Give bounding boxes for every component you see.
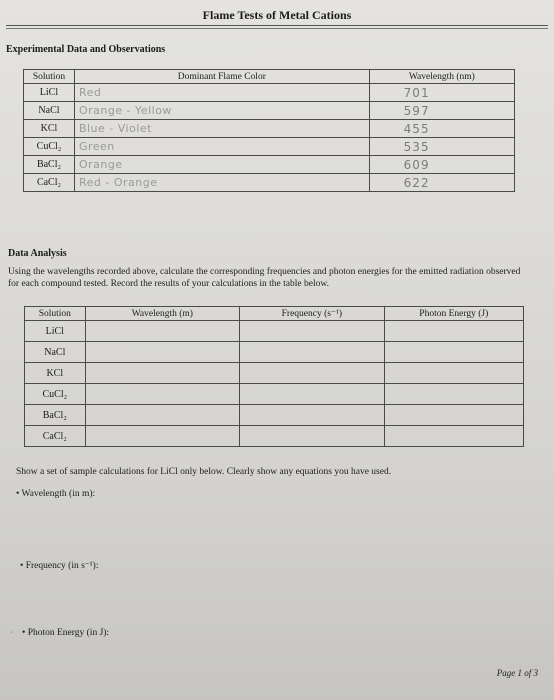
table-row	[24, 138, 515, 156]
header-solution: Solution	[24, 70, 75, 84]
flame-color-cell: Red - Orange	[74, 174, 369, 192]
wavelength-m-cell[interactable]	[85, 426, 239, 447]
header-wavelength-m: Wavelength (m)	[85, 307, 239, 321]
wavelength-m-cell[interactable]	[85, 363, 239, 384]
table-row	[25, 384, 524, 405]
solution-cell: BaCl₂	[25, 405, 86, 426]
title-rule	[6, 25, 548, 26]
solution-cell: CuCl₂	[24, 138, 75, 156]
bullet-frequency: • Frequency (in s⁻¹):	[20, 561, 99, 571]
flame-color-cell: Orange - Yellow	[74, 102, 369, 120]
photon-energy-cell[interactable]	[384, 363, 523, 384]
wavelength-m-cell[interactable]	[85, 405, 239, 426]
solution-cell: CaCl₂	[24, 174, 75, 192]
frequency-cell[interactable]	[240, 321, 385, 342]
table-row	[25, 405, 524, 426]
analysis-table	[24, 306, 524, 447]
flame-color-cell: Red	[74, 84, 369, 102]
frequency-cell[interactable]	[240, 342, 385, 363]
page-title: Flame Tests of Metal Cations	[202, 8, 352, 22]
analysis-header-row	[25, 307, 524, 321]
sample-instruction: Show a set of sample calculations for LiCl only below. Clearly show any equations you have used.	[16, 467, 392, 477]
solution-cell: BaCl₂	[24, 156, 75, 174]
title-rule-secondary	[6, 28, 548, 29]
wavelength-cell: 609	[369, 156, 514, 174]
solution-cell: CuCl₂	[25, 384, 86, 405]
table-row	[25, 321, 524, 342]
margin-mark: ‧	[10, 628, 13, 637]
table-row	[25, 342, 524, 363]
photon-energy-cell[interactable]	[384, 384, 523, 405]
page-number: Page 1 of 3	[496, 668, 538, 678]
solution-cell: NaCl	[24, 102, 75, 120]
wavelength-m-cell[interactable]	[85, 342, 239, 363]
solution-cell: CaCl₂	[25, 426, 86, 447]
table-row	[25, 426, 524, 447]
header-flame-color: Dominant Flame Color	[74, 70, 369, 84]
wavelength-cell: 535	[369, 138, 514, 156]
experimental-heading: Experimental Data and Observations	[6, 44, 166, 55]
table-row	[24, 102, 515, 120]
wavelength-cell: 597	[369, 102, 514, 120]
flame-color-cell: Blue - Violet	[74, 120, 369, 138]
solution-cell: LiCl	[25, 321, 86, 342]
frequency-cell[interactable]	[240, 405, 385, 426]
bullet-wavelength: • Wavelength (in m):	[16, 489, 96, 499]
bullet-photon-energy: • Photon Energy (in J):	[22, 628, 110, 638]
table-row	[24, 174, 515, 192]
photon-energy-cell[interactable]	[384, 405, 523, 426]
table-row	[25, 363, 524, 384]
table-row	[24, 84, 515, 102]
solution-cell: LiCl	[24, 84, 75, 102]
header-photon-energy: Photon Energy (J)	[384, 307, 523, 321]
flame-color-cell: Orange	[74, 156, 369, 174]
wavelength-m-cell[interactable]	[85, 384, 239, 405]
photon-energy-cell[interactable]	[384, 426, 523, 447]
solution-cell: KCl	[24, 120, 75, 138]
photon-energy-cell[interactable]	[384, 321, 523, 342]
table-row	[24, 120, 515, 138]
table-row	[24, 156, 515, 174]
header-solution: Solution	[25, 307, 86, 321]
analysis-heading: Data Analysis	[8, 248, 67, 259]
wavelength-cell: 701	[369, 84, 514, 102]
flame-color-cell: Green	[74, 138, 369, 156]
header-wavelength: Wavelength (nm)	[369, 70, 514, 84]
analysis-instructions: Using the wavelengths recorded above, calculate the corresponding frequencies and photon energies for the emitted radiation observed for each compound tested. Record the results of your calculations in the table below.	[8, 267, 521, 289]
frequency-cell[interactable]	[240, 426, 385, 447]
frequency-cell[interactable]	[240, 384, 385, 405]
wavelength-m-cell[interactable]	[85, 321, 239, 342]
solution-cell: NaCl	[25, 342, 86, 363]
experimental-table	[23, 69, 515, 192]
experimental-header-row	[24, 70, 515, 84]
wavelength-cell: 622	[369, 174, 514, 192]
photon-energy-cell[interactable]	[384, 342, 523, 363]
header-frequency: Frequency (s⁻¹)	[240, 307, 385, 321]
frequency-cell[interactable]	[240, 363, 385, 384]
solution-cell: KCl	[25, 363, 86, 384]
wavelength-cell: 455	[369, 120, 514, 138]
